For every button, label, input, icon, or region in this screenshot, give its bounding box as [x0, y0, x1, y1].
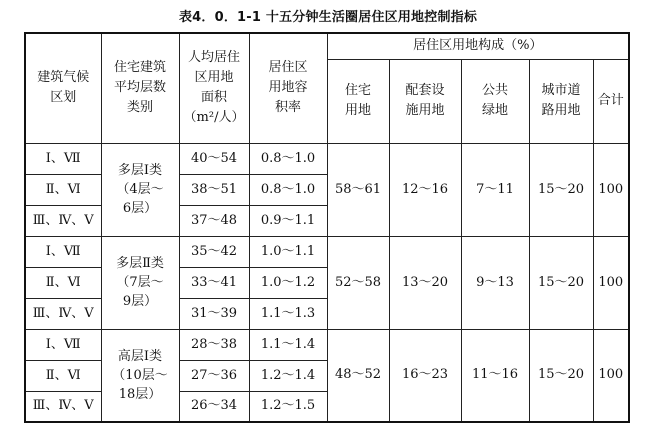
area-cell: 37～48: [179, 205, 249, 236]
table-row: [25, 329, 629, 360]
far-cell: 1.2～1.5: [249, 391, 327, 422]
green-cell: 11～16: [461, 329, 529, 422]
road-cell: 15～20: [529, 143, 593, 236]
header-residential-land: 住宅 用地: [327, 59, 389, 143]
green-cell: 7～11: [461, 143, 529, 236]
area-cell: 27～36: [179, 360, 249, 391]
header-facility-land: 配套设 施用地: [389, 59, 461, 143]
area-cell: 38～51: [179, 174, 249, 205]
climate-zone-cell: Ⅱ、Ⅵ: [25, 174, 101, 205]
area-cell: 40～54: [179, 143, 249, 174]
area-cell: 31～39: [179, 298, 249, 329]
facility-cell: 13～20: [389, 236, 461, 329]
land-control-table: [24, 32, 630, 423]
far-cell: 0.8～1.0: [249, 174, 327, 205]
far-cell: 1.1～1.4: [249, 329, 327, 360]
area-cell: 33～41: [179, 267, 249, 298]
header-road-land: 城市道 路用地: [529, 59, 593, 143]
building-category-cell: 多层Ⅰ类 （4层～ 6层）: [101, 143, 179, 236]
far-cell: 1.0～1.2: [249, 267, 327, 298]
total-cell: 100: [593, 329, 629, 422]
far-cell: 0.8～1.0: [249, 143, 327, 174]
header-far: 居住区 用地容 积率: [249, 33, 327, 143]
header-composition: 居住区用地构成（%）: [327, 33, 629, 59]
residential-cell: 52～58: [327, 236, 389, 329]
facility-cell: 12～16: [389, 143, 461, 236]
climate-zone-cell: Ⅲ、Ⅳ、Ⅴ: [25, 391, 101, 422]
climate-zone-cell: Ⅰ、Ⅶ: [25, 329, 101, 360]
climate-zone-cell: Ⅰ、Ⅶ: [25, 236, 101, 267]
header-per-capita-area: 人均居住 区用地 面积 （m²/人）: [179, 33, 249, 143]
area-cell: 28～38: [179, 329, 249, 360]
far-cell: 1.1～1.3: [249, 298, 327, 329]
road-cell: 15～20: [529, 329, 593, 422]
header-green-land: 公共 绿地: [461, 59, 529, 143]
facility-cell: 16～23: [389, 329, 461, 422]
header-total: 合计: [593, 59, 629, 143]
far-cell: 1.0～1.1: [249, 236, 327, 267]
climate-zone-cell: Ⅱ、Ⅵ: [25, 360, 101, 391]
area-cell: 26～34: [179, 391, 249, 422]
climate-zone-cell: Ⅰ、Ⅶ: [25, 143, 101, 174]
climate-zone-cell: Ⅱ、Ⅵ: [25, 267, 101, 298]
green-cell: 9～13: [461, 236, 529, 329]
road-cell: 15～20: [529, 236, 593, 329]
building-category-cell: 多层Ⅱ类 （7层～ 9层）: [101, 236, 179, 329]
building-category-cell: 高层Ⅰ类 （10层～ 18层）: [101, 329, 179, 422]
header-building-type: 住宅建筑 平均层数 类别: [101, 33, 179, 143]
table-row: [25, 143, 629, 174]
total-cell: 100: [593, 143, 629, 236]
climate-zone-cell: Ⅲ、Ⅳ、Ⅴ: [25, 298, 101, 329]
header-climate-zone: 建筑气候 区划: [25, 33, 101, 143]
far-cell: 0.9～1.1: [249, 205, 327, 236]
climate-zone-cell: Ⅲ、Ⅳ、Ⅴ: [25, 205, 101, 236]
residential-cell: 58～61: [327, 143, 389, 236]
area-cell: 35～42: [179, 236, 249, 267]
residential-cell: 48～52: [327, 329, 389, 422]
total-cell: 100: [593, 236, 629, 329]
table-title: 表4．0．1-1 十五分钟生活圈居住区用地控制指标: [178, 10, 478, 25]
table-row: [25, 236, 629, 267]
far-cell: 1.2～1.4: [249, 360, 327, 391]
